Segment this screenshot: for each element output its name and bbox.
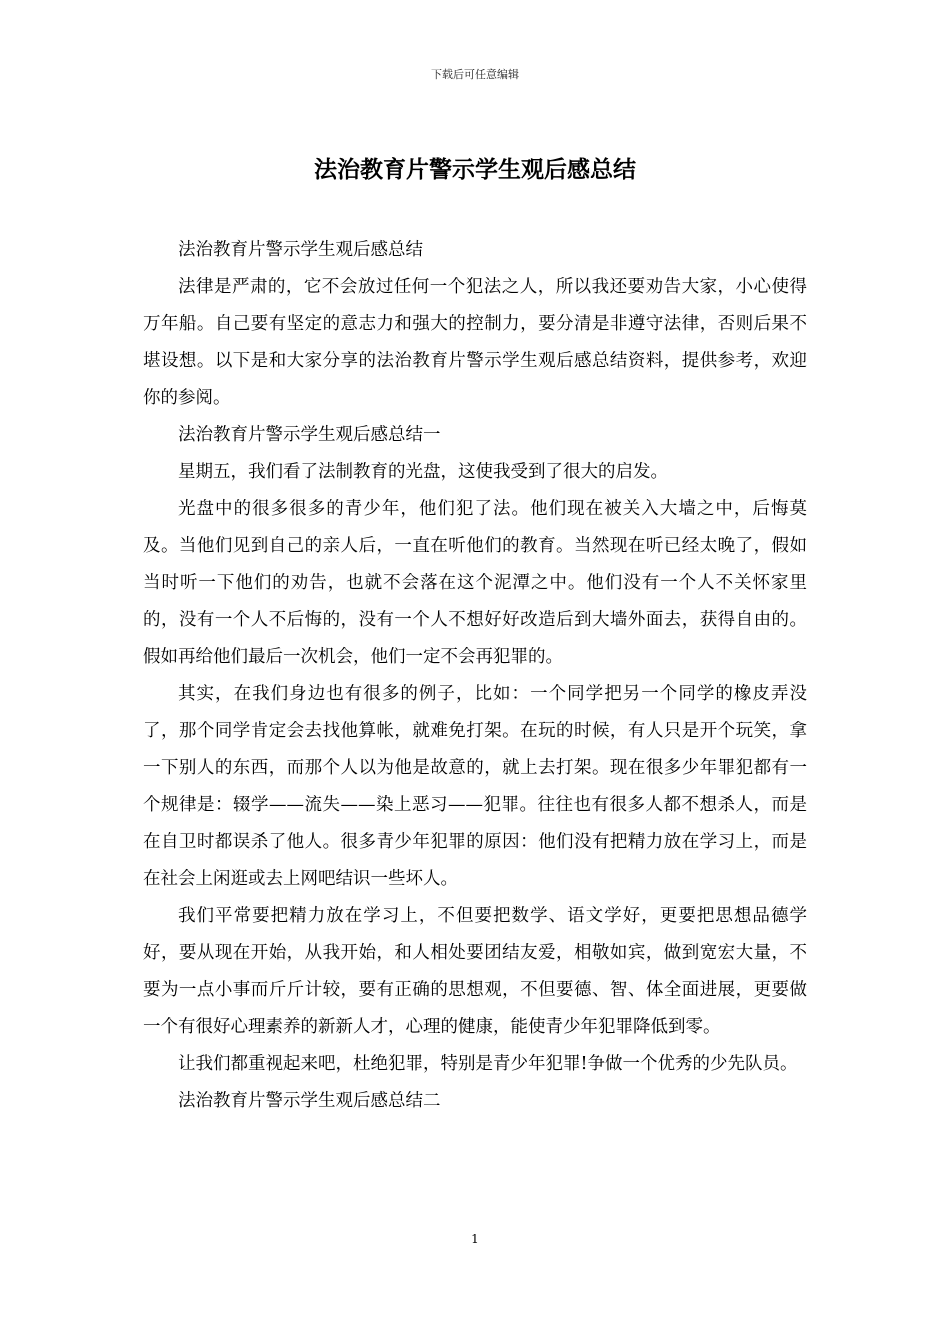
page-number: 1 (471, 1232, 479, 1246)
document-title: 法治教育片警示学生观后感总结 (314, 156, 636, 183)
section-heading-one: 法治教育片警示学生观后感总结一 (178, 425, 441, 445)
paragraph-intro: 法律是严肃的，它不会放过任何一个犯法之人，所以我还要劝告大家，小心使得万年船。自己要有坚定的意志力和强大的控制力，要分清是非遵守法律，否则后果不堪设想。以下是和大家分享的法治教育片警示学生观后感总结资料，提供参考，欢迎你的参阅。 (143, 277, 807, 408)
paragraph: 我们平常要把精力放在学习上，不但要把数学、语文学好，更要把思想品德学好，要从现在开始，从我开始，和人相处要团结友爱，相敬如宾，做到宽宏大量，不要为一点小事而斤斤计较，要有正确的思想观，不但要德、智、体全面进展，更要做一个有很好心理素养的新新人才，心理的健康，能使青少年犯罪降低到零。 (143, 906, 807, 1037)
header-note: 下载后可任意编辑 (431, 68, 519, 81)
paragraph: 星期五，我们看了法制教育的光盘，这使我受到了很大的启发。 (178, 462, 668, 482)
document-body (143, 232, 807, 1120)
paragraph: 其实，在我们身边也有很多的例子，比如：一个同学把另一个同学的橡皮弄没了，那个同学肯定会去找他算帐，就难免打架。在玩的时候，有人只是开个玩笑，拿一下别人的东西，而那个人以为他是故意的，就上去打架。现在很多少年罪犯都有一个规律是：辍学——流失——染上恶习——犯罪。往往也有很多人都不想杀人，而是在自卫时都误杀了他人。很多青少年犯罪的原因：他们没有把精力放在学习上，而是在社会上闲逛或去上网吧结识一些坏人。 (143, 684, 807, 889)
section-heading-two: 法治教育片警示学生观后感总结二 (178, 1091, 441, 1111)
paragraph: 光盘中的很多很多的青少年，他们犯了法。他们现在被关入大墙之中，后悔莫及。当他们见到自己的亲人后，一直在听他们的教育。当然现在听已经太晚了，假如当时听一下他们的劝告，也就不会落在这个泥潭之中。他们没有一个人不关怀家里的，没有一个人不后悔的，没有一个人不想好好改造后到大墙外面去，获得自由的。假如再给他们最后一次机会，他们一定不会再犯罪的。 (143, 499, 807, 667)
paragraph: 让我们都重视起来吧，杜绝犯罪，特别是青少年犯罪!争做一个优秀的少先队员。 (178, 1054, 798, 1074)
paragraph-subtitle: 法治教育片警示学生观后感总结 (178, 240, 423, 260)
